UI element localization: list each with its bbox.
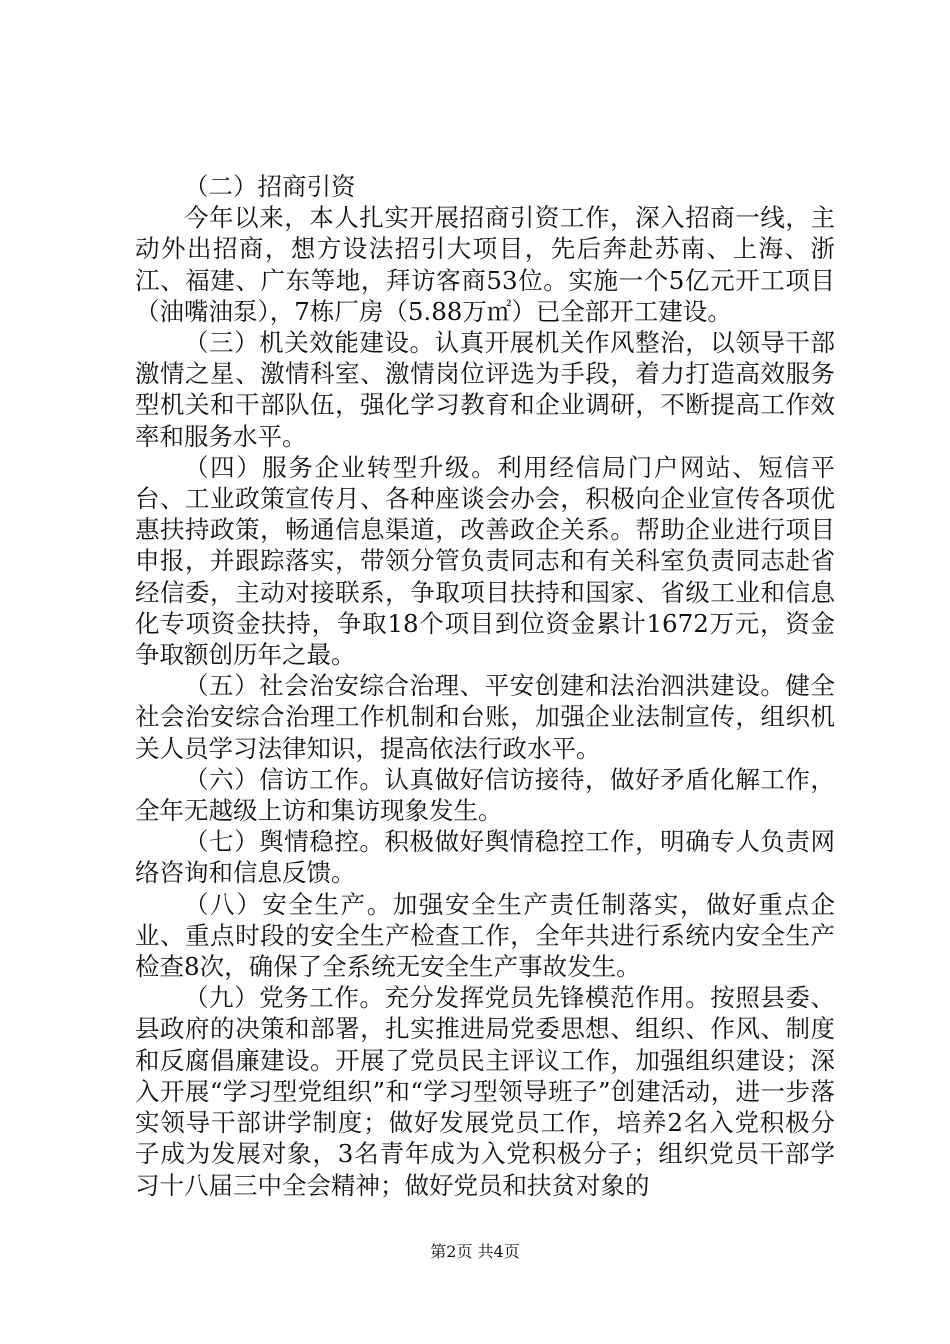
paragraph-work-safety: （八）安全生产。加强安全生产责任制落实，做好重点企业、重点时段的安全生产检查工作，全年共进行系统内安全生产检查8次，确保了全系统无安全生产事故发生。 xyxy=(135,889,835,982)
paragraph-public-security: （五）社会治安综合治理、平安创建和法治泗洪建设。健全社会治安综合治理工作机制和台账，加强企业法制宣传，组织机关人员学习法律知识，提高依法行政水平。 xyxy=(135,671,835,763)
section-heading-investment: （二）招商引资 xyxy=(184,172,356,201)
paragraph-organ-efficiency: （三）机关效能建设。认真开展机关作风整治，以领导干部激情之星、激情科室、激情岗位评选为手段，着力打造高效服务型机关和干部队伍，强化学习教育和企业调研，不断提高工作效率和服务水平。 xyxy=(135,328,835,451)
document-body xyxy=(135,171,835,1201)
paragraph-petitions: （六）信访工作。认真做好信访接待，做好矛盾化解工作，全年无越级上访和集访现象发生。 xyxy=(135,764,835,826)
paragraph-investment: 今年以来，本人扎实开展招商引资工作，深入招商一线，主动外出招商，想方设法招引大项目，先后奔赴苏南、上海、浙江、福建、广东等地，拜访客商53位。实施一个5亿元开工项目（油嘴油泵），7栋厂房（5.88万㎡）已全部开工建设。 xyxy=(135,203,835,326)
paragraph-public-opinion: （七）舆情稳控。积极做好舆情稳控工作，明确专人负责网络咨询和信息反馈。 xyxy=(135,827,835,888)
page-number-footer: 第2页 共4页 xyxy=(430,1242,520,1261)
paragraph-party-affairs: （九）党务工作。充分发挥党员先锋模范作用。按照县委、县政府的决策和部署，扎实推进局党委思想、组织、作风、制度和反腐倡廉建设。开展了党员民主评议工作，加强组织建设；深入开展“学习型党组织”和“学习型领导班子”创建活动，进一步落实领导干部讲学制度；做好发展党员工作，培养2名入党积极分子成为发展对象，3名青年成为入党积极分子；组织党员干部学习十八届三中全会精神；做好党员和扶贫对象的 xyxy=(135,983,835,1200)
paragraph-enterprise-service: （四）服务企业转型升级。利用经信局门户网站、短信平台、工业政策宣传月、各种座谈会办会，积极向企业宣传各项优惠扶持政策，畅通信息渠道，改善政企关系。帮助企业进行项目申报，并跟踪落实，带领分管负责同志和有关科室负责同志赴省经信委，主动对接联系，争取项目扶持和国家、省级工业和信息化专项资金扶持，争取18个项目到位资金累计1672万元，资金争取额创历年之最。 xyxy=(135,452,835,670)
